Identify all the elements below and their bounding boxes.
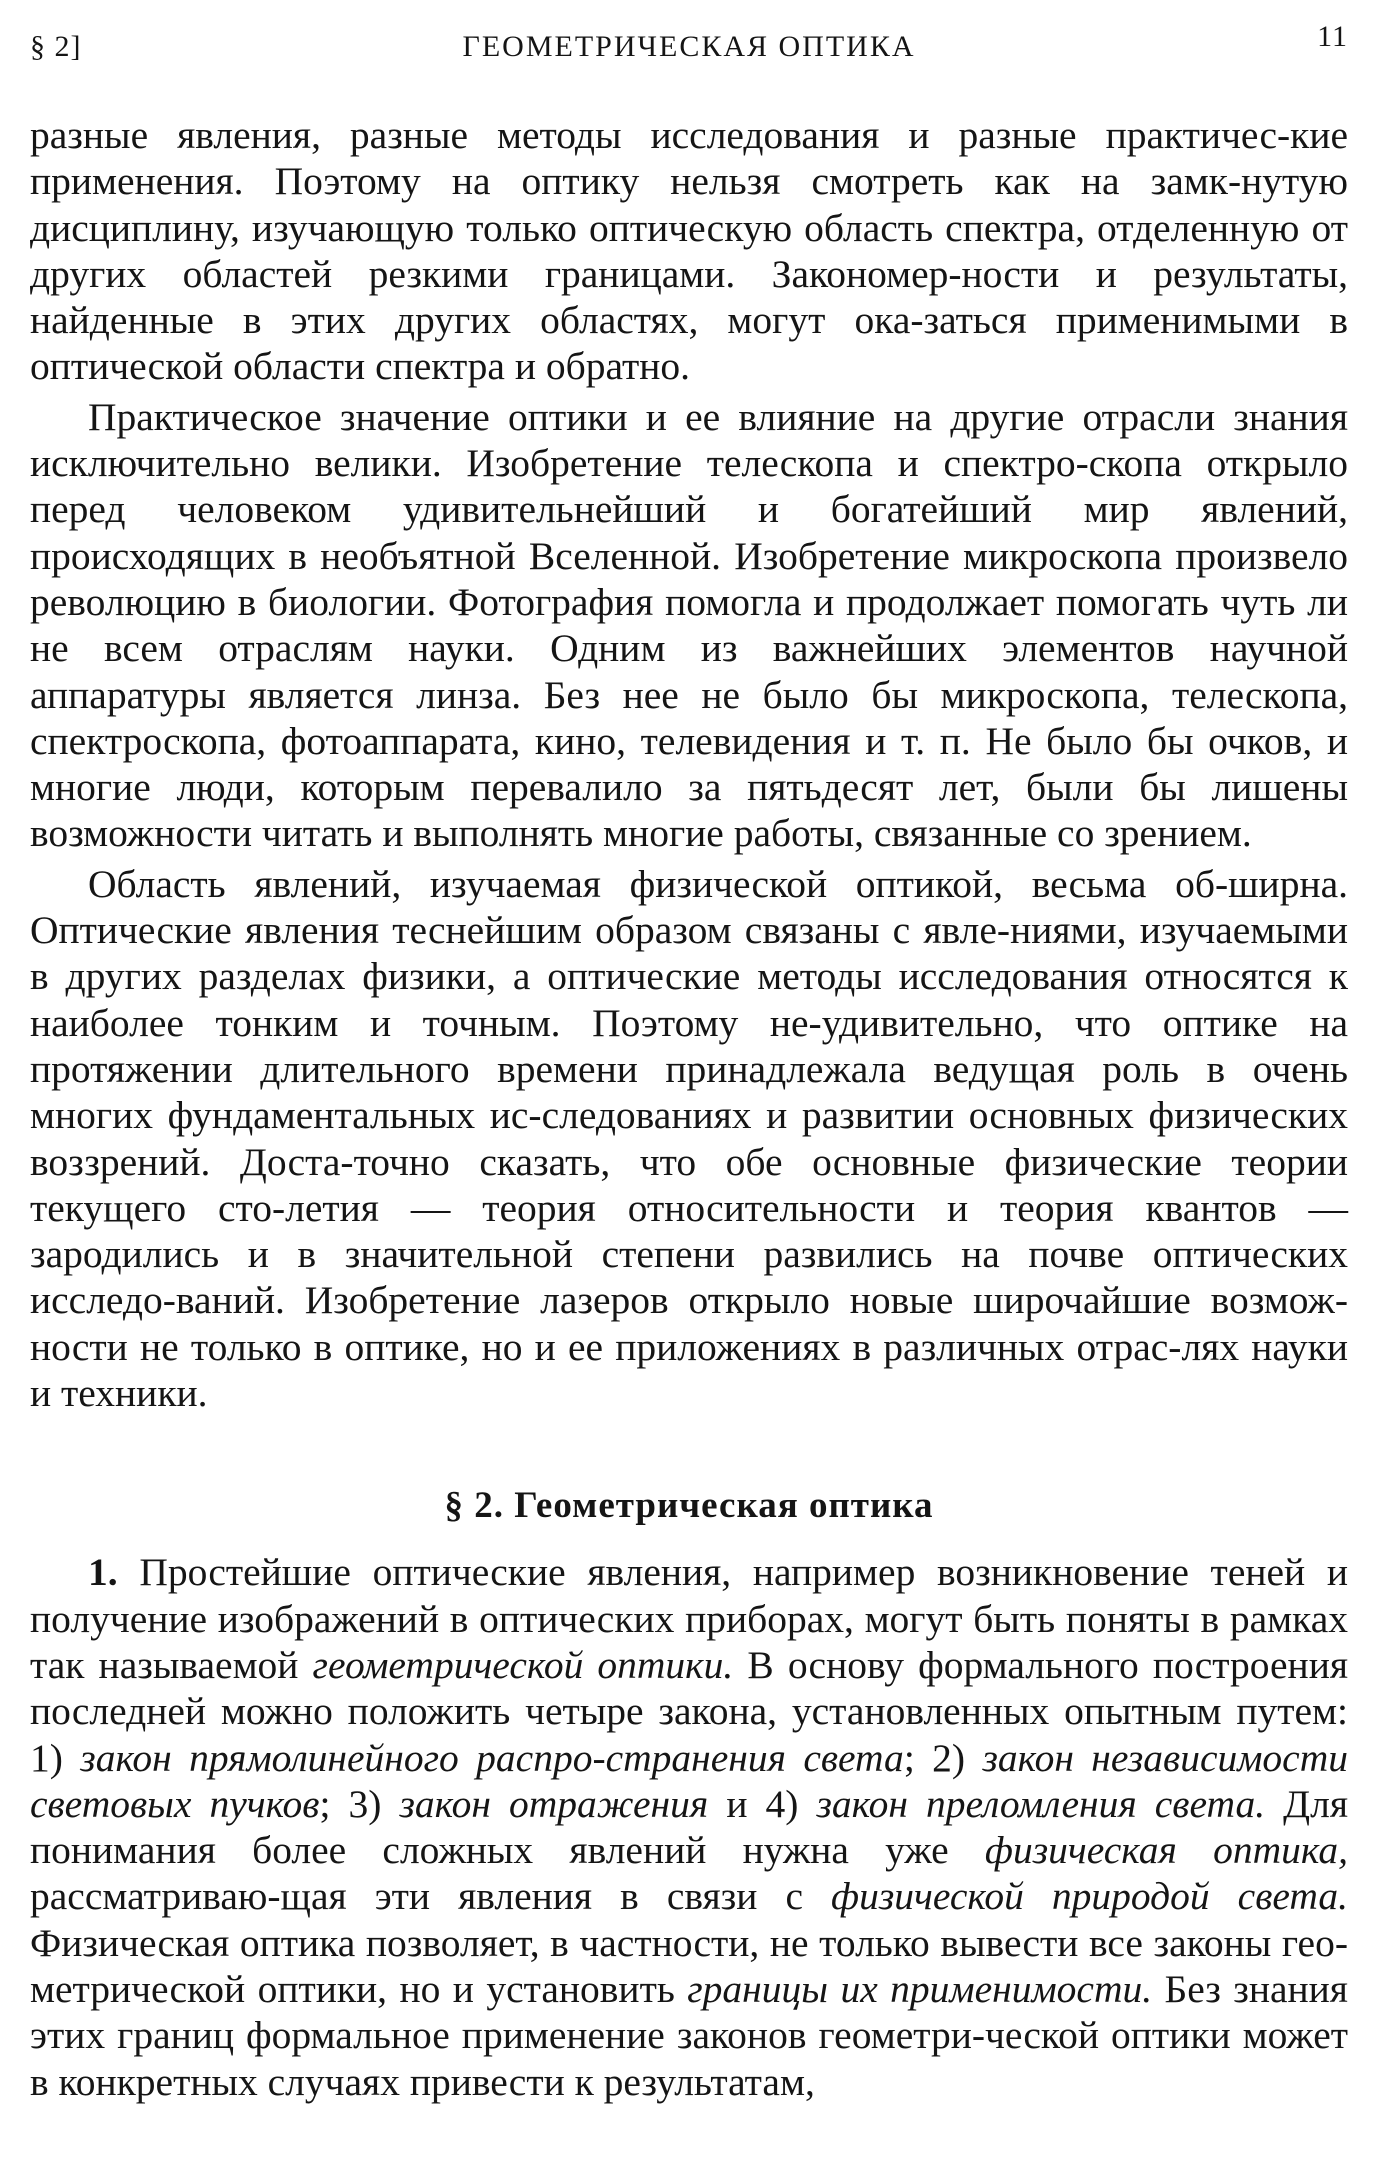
italic-term: геометрической оптики. (312, 1642, 734, 1687)
text-run: ; 3) (319, 1781, 400, 1826)
italic-term: закон преломления света. (816, 1781, 1266, 1826)
paragraph-geometric-optics (30, 1549, 1348, 2105)
text-run: Для понимания более сложных явлений нужна уже (30, 1781, 1348, 1873)
italic-term: физической природой света. (831, 1874, 1348, 1919)
item-number: 1. (88, 1550, 118, 1595)
text-run: ; 2) (903, 1735, 983, 1780)
section-heading: § 2. Геометрическая оптика (444, 1485, 934, 1527)
text-run: В основу формального построения последней можно положить четыре закона, установленных опытным путем: 1) (30, 1642, 1349, 1780)
italic-term: границы их применимости. (687, 1966, 1153, 2011)
text-run: Физическая оптика позволяет, в частности, не только вывести все законы гео-метрической оптики, но и установить (30, 1920, 1348, 2011)
text-run: Простейшие оптические явления, например возникновение теней и получение изображений в оптических приборах, могут быть поняты в рамках так называемой (30, 1550, 1348, 1687)
text-run: рассматриваю-щая эти явления в связи с (30, 1874, 832, 1919)
paragraph-practical-significance: Практическое значение оптики и ее влияние на другие отрасли знания исключительно велики. Изобретение телескопа и спектро-скопа открыло перед человеком удивительнейший и богатейший мир явлений, происходящих в необъятной Вселенной. Изобретение микроскопа произвело революцию в биологии. Фотография помогла и продолжает помогать чуть ли не всем отраслям науки. Одним из важнейших элементов научной аппаратуры является линза. Без нее не было бы микроскопа, телескопа, спектроскопа, фотоаппарата, кино, телевидения и т. п. Не было бы очков, и многие люди, которым перевалило за пятьдесят лет, были бы лишены возможности читать и выполнять многие работы, связанные со зрением. (30, 394, 1348, 856)
italic-term: физическая оптика, (984, 1828, 1348, 1873)
running-header (30, 20, 1348, 70)
italic-term: закон прямолинейного распро-странения света (80, 1735, 904, 1780)
running-title: ГЕОМЕТРИЧЕСКАЯ ОПТИКА (462, 30, 916, 63)
page-number: 11 (1317, 20, 1348, 53)
italic-term: закон независимости световых пучков (30, 1735, 1348, 1826)
paragraph-continuation: разные явления, разные методы исследования и разные практичес-кие применения. Поэтому на оптику нельзя смотреть как на замк-нутую дисциплину, изучающую только оптическую область спектра, отделенную от других областей резкими границами. Закономер-ности и результаты, найденные в этих других областях, могут ока-заться применимыми в оптической области спектра и обратно. (30, 113, 1348, 389)
text-run: и 4) (708, 1781, 817, 1826)
paragraph-physical-optics-scope: Область явлений, изучаемая физической оптикой, весьма об-ширна. Оптические явления теснейшим образом связаны с явле-ниями, изучаемыми в других разделах физики, а оптические методы исследования относятся к наиболее тонким и точным. Поэтому не-удивительно, что оптике на протяжении длительного времени принадлежала ведущая роль в очень многих фундаментальных ис-следованиях и развитии основных физических воззрений. Доста-точно сказать, что обе основные физические теории текущего сто-летия — теория относительности и теория квантов — зародились и в значительной степени развились на почве оптических исследо-ваний. Изобретение лазеров открыло новые широчайшие возмож-ности не только в оптике, но и ее приложениях в различных отрас-лях науки и техники. (30, 861, 1348, 1416)
text-run: Без знания этих границ формальное применение законов геометри-ческой оптики может в конкретных случаях привести к результатам, (30, 1966, 1348, 2104)
italic-term: закон отражения (399, 1781, 709, 1826)
book-page (30, 20, 1348, 2105)
section-mark: § 2] (30, 30, 82, 63)
